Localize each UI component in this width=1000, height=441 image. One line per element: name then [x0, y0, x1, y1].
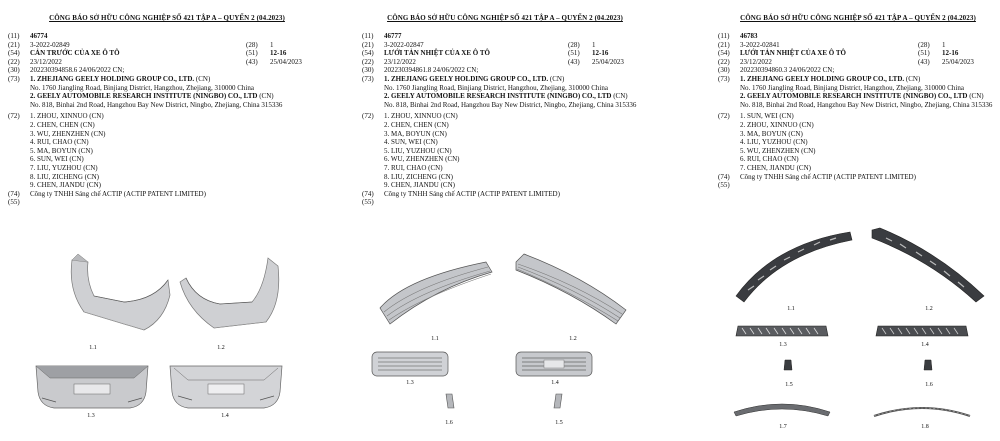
record-column-2 [362, 0, 648, 441]
field-55: (55) [718, 181, 730, 190]
inventor: 2. ZHOU, XINNUO (CN) [740, 120, 814, 129]
inventor: 4. SUN, WEI (CN) [384, 138, 438, 147]
priority: 202230394861.8 24/06/2022 CN; [384, 66, 479, 75]
holders: 1. ZHEJIANG GEELY HOLDING GROUP CO., LTD. (CN) No. 1760 Jiangling Road, Binjiang District, Hangzhou, Zhejiang, 310000 China 2. GEELY AUTOMOBILE RESEARCH INSTITUTE (NINGBO) CO., LTD (CN) No. 818, Binhai 2nd Road, Hangzhou Bay New District, Ningbo, Zhejiang, China 315336 [384, 74, 637, 109]
design-title: CẢN TRƯỚC CỦA XE Ô TÔ [30, 49, 120, 58]
field-74: (74) Công ty TNHH Sáng chế ACTIP (ACTIP PATENT LIMITED) [8, 190, 326, 199]
design-title: LƯỚI TẢN NHIỆT CỦA XE Ô TÔ [384, 49, 490, 58]
figure-label: 1.7 [779, 424, 787, 430]
figure-grille-1-4 [514, 350, 594, 378]
field-54-51: (54) CẢN TRƯỚC CỦA XE Ô TÔ (51) 12-16 [8, 49, 287, 58]
agent: Công ty TNHH Sáng chế ACTIP (ACTIP PATENT LIMITED) [30, 189, 206, 198]
figure-label: 1.5 [785, 382, 793, 388]
figure-bumper-1-1 [64, 250, 174, 335]
design-figures [362, 248, 648, 440]
field-11: (11) 46783 [718, 32, 998, 41]
figure-label: 1.2 [217, 345, 225, 351]
inventor-list [30, 112, 326, 189]
gazette-header: CÔNG BÁO SỞ HỮU CÔNG NGHIỆP SỐ 421 TẬP A – QUYỂN 2 (04.2023) [387, 14, 623, 22]
design-title: LƯỚI TẢN NHIỆT CỦA XE Ô TÔ [740, 49, 846, 58]
gazette-header: CÔNG BÁO SỞ HỮU CÔNG NGHIỆP SỐ 421 TẬP A – QUYỂN 2 (04.2023) [740, 14, 976, 22]
record-column-3 [718, 0, 998, 441]
inventor: 7. LIU, YUZHOU (CN) [30, 163, 98, 172]
figure-mesh-1-4 [874, 324, 970, 338]
field-73: (73) 1. ZHEJIANG GEELY HOLDING GROUP CO., LTD. (CN) No. 1760 Jiangling Road, Binjiang District, Hangzhou, Zhejiang, 310000 China 2. GEELY AUTOMOBILE RESEARCH INSTITUTE (NINGBO) CO., LTD (CN) No. 818, Binhai 2nd Road, Hangzhou Bay New District, Ningbo, Zhejiang, China 315336 [362, 75, 648, 109]
figure-label: 1.1 [787, 306, 795, 312]
record-column-1 [8, 0, 326, 441]
field-72: (72) 1. SUN, WEI (CN) 2. ZHOU, XINNUO (CN) 3. MA, BOYUN (CN) 4. LIU, YUZHOU (CN) 5. WU, ZHENZHEN (CN) 6. RUI, CHAO (CN) 7. CHEN, JIANDU (CN) [718, 112, 998, 172]
field-11: (11) 46777 [362, 32, 648, 41]
figure-label: 1.3 [406, 380, 414, 386]
inventor: 7. CHEN, JIANDU (CN) [740, 163, 811, 172]
holders: 1. ZHEJIANG GEELY HOLDING GROUP CO., LTD. (CN) No. 1760 Jiangling Road, Binjiang District, Hangzhou, Zhejiang, 310000 China 2. GEELY AUTOMOBILE RESEARCH INSTITUTE (NINGBO) CO., LTD (CN) No. 818, Binhai 2nd Road, Hangzhou Bay New District, Ningbo, Zhejiang, China 315336 [740, 74, 993, 109]
gazette-header: CÔNG BÁO SỞ HỮU CÔNG NGHIỆP SỐ 421 TẬP A – QUYỂN 2 (04.2023) [49, 14, 285, 22]
field-72: (72) 1. ZHOU, XINNUO (CN) 2. CHEN, CHEN (CN) 3. WU, ZHENZHEN (CN) 4. RUI, CHAO (CN) 5. MA, BOYUN (CN) 6. SUN, WEI (CN) 7. LIU, YUZHOU (CN) 8. LIU, ZICHENG (CN) 9. CHEN, JIANDU (CN) [8, 112, 326, 189]
field-73: (73) 1. ZHEJIANG GEELY HOLDING GROUP CO., LTD. (CN) No. 1760 Jiangling Road, Binjiang District, Hangzhou, Zhejiang, 310000 China 2. GEELY AUTOMOBILE RESEARCH INSTITUTE (NINGBO) CO., LTD (CN) No. 818, Binhai 2nd Road, Hangzhou Bay New District, Ningbo, Zhejiang, China 315336 [718, 75, 998, 109]
field-22-43: (22) 23/12/2022 (43) 25/04/2023 [8, 57, 302, 66]
field-21-28: (21) 3-2022-02849 (28) 1 [8, 40, 274, 49]
field-54-51: (54) LƯỚI TẢN NHIỆT CỦA XE Ô TÔ (51) 12-16 [362, 49, 609, 58]
priority: 202230394860.3 24/06/2022 CN; [740, 66, 835, 75]
inventor: 5. LIU, YUZHOU (CN) [384, 146, 452, 155]
field-22-43: (22) 23/12/2022 (43) 25/04/2023 [718, 57, 974, 66]
figure-mesh-1-1 [734, 230, 854, 304]
figure-label: 1.4 [551, 380, 559, 386]
inventor: 3. MA, BOYUN (CN) [740, 129, 803, 138]
figure-label: 1.2 [925, 306, 933, 312]
field-55: (55) [8, 198, 20, 207]
inventor: 2. CHEN, CHEN (CN) [30, 120, 95, 129]
field-21-28: (21) 3-2022-02841 (28) 1 [718, 40, 946, 49]
inventor: 4. LIU, YUZHOU (CN) [740, 138, 808, 147]
figure-grille-1-3 [370, 350, 450, 378]
figure-bumper-1-2 [174, 252, 284, 337]
figure-mesh-1-6 [922, 358, 934, 372]
figure-grille-1-5 [552, 392, 566, 410]
figure-label: 1.6 [925, 382, 933, 388]
inventor: 7. RUI, CHAO (CN) [384, 163, 443, 172]
figure-label: 1.1 [431, 336, 439, 342]
figure-mesh-1-8 [872, 400, 972, 420]
agent: Công ty TNHH Sáng chế ACTIP (ACTIP PATENT LIMITED) [740, 172, 916, 181]
inventor: 8. LIU, ZICHENG (CN) [384, 172, 454, 181]
field-74: (74) Công ty TNHH Sáng chế ACTIP (ACTIP PATENT LIMITED) [362, 190, 648, 199]
figure-mesh-1-7 [732, 398, 832, 418]
figure-label: 1.4 [921, 342, 929, 348]
registration-number: 46783 [740, 32, 758, 40]
figure-label: 1.3 [87, 413, 95, 419]
inventor: 5. WU, ZHENZHEN (CN) [740, 146, 816, 155]
inventor: 1. ZHOU, XINNUO (CN) [384, 112, 458, 121]
registration-number: 46774 [30, 32, 48, 40]
application-number: 3-2022-02841 [740, 40, 780, 49]
figure-bumper-1-4 [168, 362, 284, 410]
priority: 202230394858.6 24/06/2022 CN; [30, 66, 125, 75]
figure-label: 1.4 [221, 413, 229, 419]
design-figures [718, 224, 998, 440]
filing-date: 23/12/2022 [740, 57, 772, 66]
inventor: 6. RUI, CHAO (CN) [740, 155, 799, 164]
field-55: (55) [362, 198, 374, 207]
field-72: (72) 1. ZHOU, XINNUO (CN) 2. CHEN, CHEN (CN) 3. MA, BOYUN (CN) 4. SUN, WEI (CN) 5. LIU, YUZHOU (CN) 6. WU, ZHENZHEN (CN) 7. RUI, CHAO (CN) 8. LIU, ZICHENG (CN) 9. CHEN, JIANDU (CN) [362, 112, 648, 189]
application-number: 3-2022-02849 [30, 40, 70, 49]
field-30: (30) 202230394858.6 24/06/2022 CN; [8, 66, 326, 75]
inventor: 6. SUN, WEI (CN) [30, 155, 84, 164]
figure-mesh-1-3 [734, 324, 830, 338]
inventor: 6. WU, ZHENZHEN (CN) [384, 155, 460, 164]
field-22-43: (22) 23/12/2022 (43) 25/04/2023 [362, 57, 624, 66]
inventor: 9. CHEN, JIANDU (CN) [384, 181, 455, 190]
application-number: 3-2022-02847 [384, 40, 424, 49]
figure-mesh-1-2 [868, 226, 988, 304]
figure-grille-1-6 [442, 392, 456, 410]
filing-date: 23/12/2022 [30, 57, 62, 66]
design-figures [8, 250, 326, 440]
field-73: (73) 1. ZHEJIANG GEELY HOLDING GROUP CO., LTD. (CN) No. 1760 Jiangling Road, Binjiang District, Hangzhou, Zhejiang, 310000 China 2. GEELY AUTOMOBILE RESEARCH INSTITUTE (NINGBO) CO., LTD (CN) No. 818, Binhai 2nd Road, Hangzhou Bay New District, Ningbo, Zhejiang, China 315336 [8, 75, 326, 109]
field-54-51: (54) LƯỚI TẢN NHIỆT CỦA XE Ô TÔ (51) 12-16 [718, 49, 959, 58]
field-30: (30) 202230394860.3 24/06/2022 CN; [718, 66, 998, 75]
figure-label: 1.2 [569, 336, 577, 342]
registration-number: 46777 [384, 32, 402, 40]
figure-bumper-1-3 [34, 362, 150, 410]
filing-date: 23/12/2022 [384, 57, 416, 66]
figure-mesh-1-5 [782, 358, 794, 372]
figure-label: 1.5 [555, 420, 563, 426]
inventor: 9. CHEN, JIANDU (CN) [30, 181, 101, 190]
figure-label: 1.8 [921, 424, 929, 430]
holders: 1. ZHEJIANG GEELY HOLDING GROUP CO., LTD. (CN) No. 1760 Jiangling Road, Binjiang District, Hangzhou, Zhejiang, 310000 China 2. GEELY AUTOMOBILE RESEARCH INSTITUTE (NINGBO) CO., LTD (CN) No. 818, Binhai 2nd Road, Hangzhou Bay New District, Ningbo, Zhejiang, China 315336 [30, 74, 283, 109]
inventor: 5. MA, BOYUN (CN) [30, 146, 93, 155]
figure-label: 1.1 [89, 345, 97, 351]
inventor: 1. ZHOU, XINNUO (CN) [30, 112, 104, 121]
figure-label: 1.6 [445, 420, 453, 426]
agent: Công ty TNHH Sáng chế ACTIP (ACTIP PATENT LIMITED) [384, 189, 560, 198]
inventor: 4. RUI, CHAO (CN) [30, 138, 89, 147]
field-74: (74) Công ty TNHH Sáng chế ACTIP (ACTIP PATENT LIMITED) [718, 173, 998, 182]
inventor-list [740, 112, 998, 172]
field-30: (30) 202230394861.8 24/06/2022 CN; [362, 66, 648, 75]
figure-grille-1-1 [376, 258, 494, 330]
inventor: 3. MA, BOYUN (CN) [384, 129, 447, 138]
figure-label: 1.3 [779, 342, 787, 348]
field-11: (11) 46774 [8, 32, 326, 41]
inventor-list [384, 112, 648, 189]
figure-grille-1-2 [512, 252, 630, 328]
inventor: 1. SUN, WEI (CN) [740, 112, 794, 121]
inventor: 2. CHEN, CHEN (CN) [384, 120, 449, 129]
field-21-28: (21) 3-2022-02847 (28) 1 [362, 40, 596, 49]
inventor: 3. WU, ZHENZHEN (CN) [30, 129, 106, 138]
inventor: 8. LIU, ZICHENG (CN) [30, 172, 100, 181]
